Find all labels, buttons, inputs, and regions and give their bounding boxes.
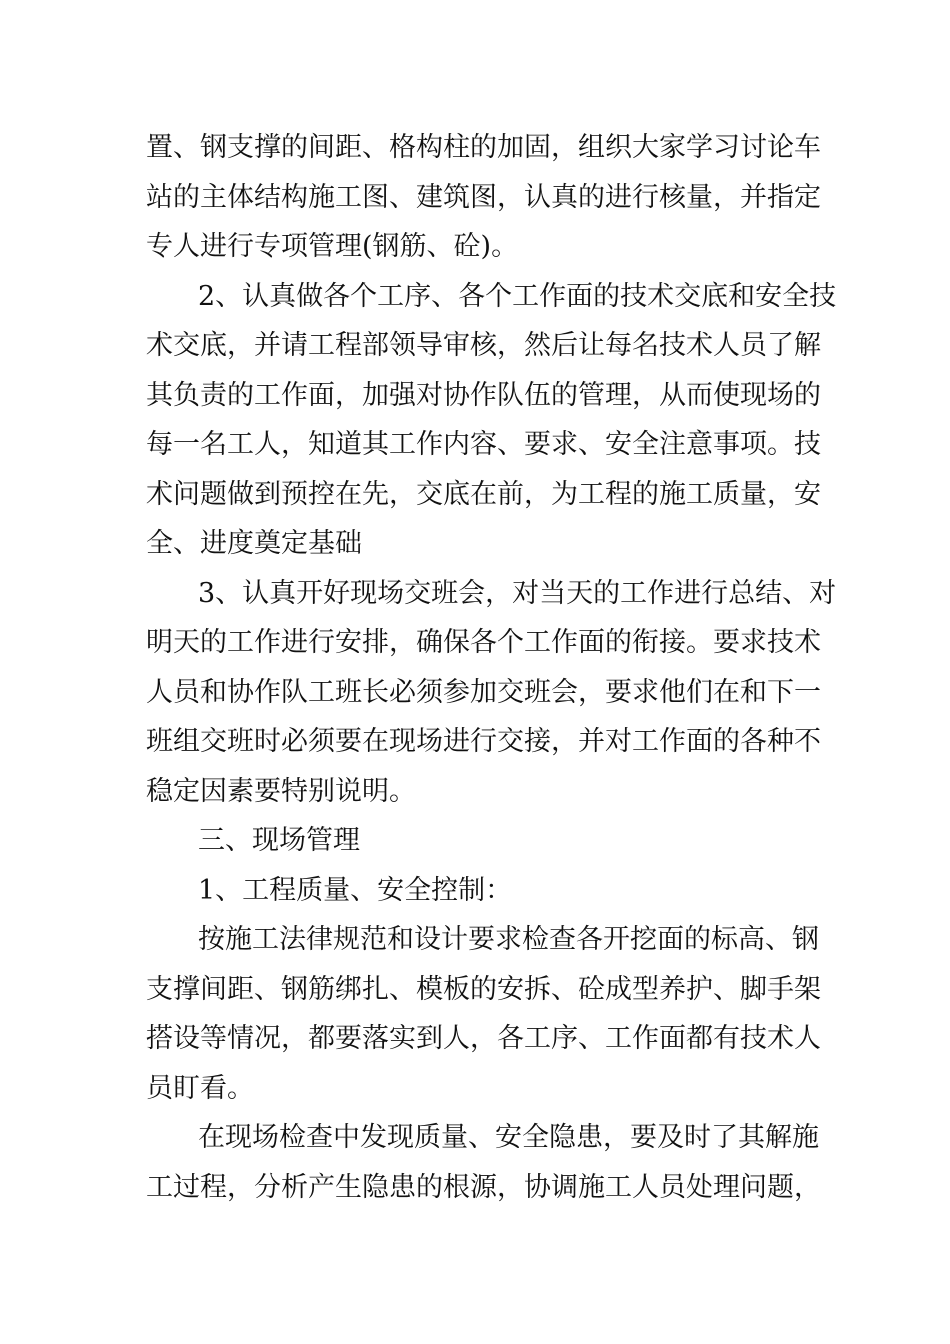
text-line: 专人进行专项管理(钢筋、砼)。 (146, 231, 519, 262)
text-line: 工过程，分析产生隐患的根源，协调施工人员处理问题， (146, 1171, 821, 1203)
document-body (146, 123, 837, 1212)
text-line: 其负责的工作面，加强对协作队伍的管理，从而使现场的 (146, 379, 821, 411)
text-line: 术交底，并请工程部领导审核，然后让每名技术人员了解 (146, 330, 821, 361)
text-line: 每一名工人，知道其工作内容、要求、安全注意事项。技 (146, 429, 821, 460)
text-line: 3、认真开好现场交班会，对当天的工作进行总结、对 (198, 577, 837, 609)
text-line: 全、进度奠定基础 (146, 528, 362, 559)
text-line: 明天的工作进行安排，确保各个工作面的衔接。要求技术 (146, 627, 821, 658)
text-line: 支撑间距、钢筋绑扎、模板的安拆、砼成型养护、脚手架 (146, 973, 821, 1005)
text-line: 站的主体结构施工图、建筑图，认真的进行核量，并指定 (146, 181, 821, 213)
text-line: 班组交班时必须要在现场进行交接，并对工作面的各种不 (146, 726, 821, 757)
text-line: 术问题做到预控在先，交底在前，为工程的施工质量，安 (146, 478, 821, 510)
text-line: 按施工法律规范和设计要求检查各开挖面的标高、钢 (198, 924, 819, 955)
text-line: 人员和协作队工班长必须参加交班会，要求他们在和下一 (146, 676, 821, 708)
text-line: 员盯看。 (146, 1072, 254, 1104)
subsection-heading: 1、工程质量、安全控制： (198, 874, 513, 906)
section-heading: 三、现场管理 (198, 825, 360, 856)
text-line: 搭设等情况，都要落实到人，各工序、工作面都有技术人 (146, 1023, 821, 1054)
text-line: 2、认真做各个工序、各个工作面的技术交底和安全技 (198, 280, 837, 312)
text-line: 置、钢支撑的间距、格构柱的加固，组织大家学习讨论车 (146, 132, 821, 163)
text-line: 在现场检查中发现质量、安全隐患，要及时了其解施 (198, 1122, 819, 1153)
text-line: 稳定因素要特别说明。 (146, 775, 416, 807)
